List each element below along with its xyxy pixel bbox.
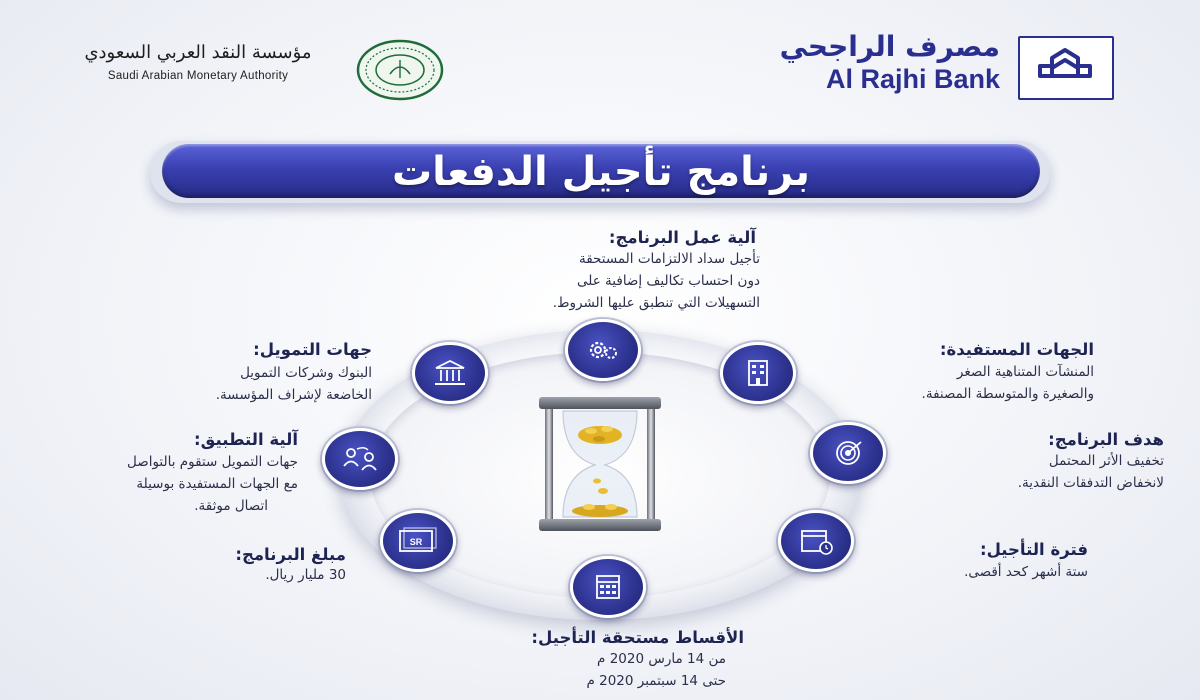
al-rajhi-logo xyxy=(1018,36,1114,100)
sama-seal-icon xyxy=(354,38,446,102)
sama-name-en: Saudi Arabian Monetary Authority xyxy=(107,70,289,82)
application-body xyxy=(30,451,298,517)
target-icon xyxy=(828,438,868,468)
mechanism-heading: آلية عمل البرنامج: xyxy=(608,228,756,247)
goal-body xyxy=(910,450,1164,494)
goal-line: لانخفاض التدفقات النقدية. xyxy=(1017,475,1164,491)
installments-line: من 14 مارس 2020 م xyxy=(597,651,726,667)
bank-node xyxy=(412,342,488,404)
bank-building-icon xyxy=(430,358,470,388)
office-building-icon xyxy=(738,358,778,388)
banknote-sr-label: SR xyxy=(409,537,423,547)
financing-entities-line: الخاضعة لإشراف المؤسسة. xyxy=(215,387,372,403)
installments-line: حتى 14 سبتمبر 2020 م xyxy=(586,673,726,689)
beneficiaries-heading: الجهات المستفيدة: xyxy=(939,340,1094,359)
money-node xyxy=(380,510,456,572)
goal-heading: هدف البرنامج: xyxy=(1048,430,1164,449)
office-building-node xyxy=(720,342,796,404)
calendar-icon xyxy=(588,572,628,602)
al-rajhi-logo-icon xyxy=(1034,46,1096,88)
financing-entities-body xyxy=(140,362,372,406)
amount-heading: مبلغ البرنامج: xyxy=(235,545,346,564)
gears-icon xyxy=(583,335,623,365)
calendar-clock-icon xyxy=(796,526,836,556)
mechanism-body xyxy=(420,248,760,314)
people-node xyxy=(322,428,398,490)
financing-entities-heading: جهات التمويل: xyxy=(253,340,372,359)
beneficiaries-line: المنشآت المتناهية الصغر xyxy=(956,364,1094,380)
beneficiaries-body xyxy=(830,361,1094,405)
banknote-sr-icon xyxy=(396,526,440,556)
period-heading: فترة التأجيل: xyxy=(979,540,1088,559)
period-line: ستة أشهر كحد أقصى. xyxy=(964,564,1088,580)
al-rajhi-name-en: Al Rajhi Bank xyxy=(825,64,1000,94)
period-body xyxy=(880,561,1088,583)
target-node xyxy=(810,422,886,484)
mechanism-line: دون احتساب تكاليف إضافية على xyxy=(576,273,760,289)
page-title: برنامج تأجيل الدفعات xyxy=(391,149,811,195)
beneficiaries-line: والصغيرة والمتوسطة المصنفة. xyxy=(921,386,1094,402)
application-line: اتصال موثقة. xyxy=(194,498,268,514)
mechanism-line: تأجيل سداد الالتزامات المستحقة xyxy=(578,251,760,267)
calendar-clock-node xyxy=(778,510,854,572)
hourglass-icon xyxy=(533,395,667,535)
financing-entities-line: البنوك وشركات التمويل xyxy=(240,365,372,381)
amount-line: 30 مليار ريال. xyxy=(265,567,346,583)
installments-heading: الأقساط مستحقة التأجيل: xyxy=(531,628,744,647)
application-line: مع الجهات المستفيدة بوسيلة xyxy=(136,476,298,492)
goal-line: تخفيف الأثر المحتمل xyxy=(1048,453,1164,469)
installments-body xyxy=(440,648,726,692)
gears-node xyxy=(565,319,641,381)
people-exchange-icon xyxy=(340,444,380,474)
al-rajhi-name-ar: مصرف الراجحي xyxy=(779,30,1000,63)
calendar-node xyxy=(570,556,646,618)
sama-name-ar: مؤسسة النقد العربي السعودي xyxy=(84,42,312,63)
amount-body xyxy=(150,564,346,586)
application-line: جهات التمويل ستقوم بالتواصل xyxy=(127,454,298,470)
application-heading: آلية التطبيق: xyxy=(194,430,298,449)
mechanism-line: التسهيلات التي تنطبق عليها الشروط. xyxy=(552,295,760,311)
